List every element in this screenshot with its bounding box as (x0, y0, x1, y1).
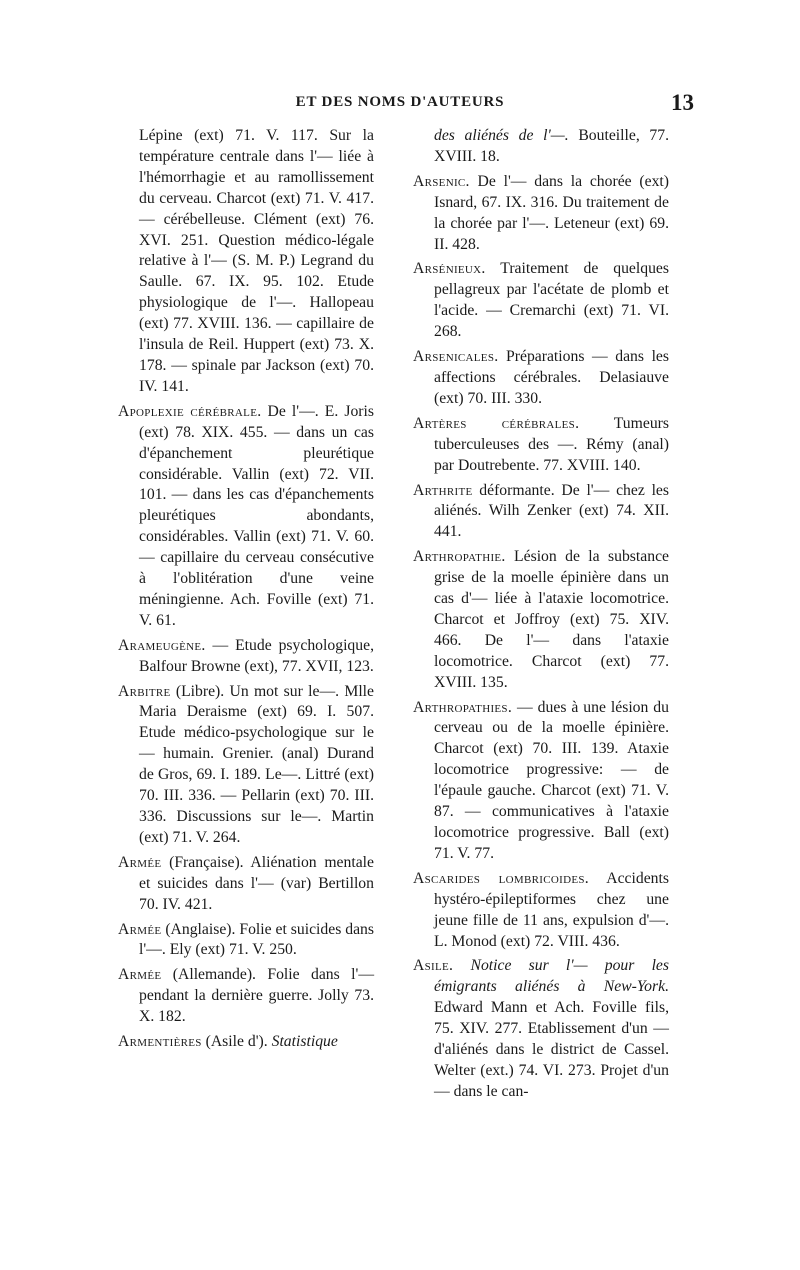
index-entry (413, 481, 669, 544)
entry-headword: Armée (118, 920, 162, 938)
entry-text: Traitement de quelques pellagreux par l'acétate de plomb et l'acide. — Cremarchi (ext) 71. VI. 268. (434, 260, 669, 341)
left-column (118, 126, 374, 1057)
index-entry (413, 414, 669, 477)
index-entry (413, 172, 669, 256)
entry-text: Edward Mann et Ach. Foville fils, 75. XIV. 277. Etablissement d'un — d'aliénés dans le district de Cassel. Welter (ext.) 74. VI. 273. Projet d'un — dans le can- (434, 999, 669, 1100)
running-title: ET DES NOMS D'AUTEURS (295, 94, 505, 110)
index-entry (413, 547, 669, 693)
index-entry (118, 1032, 374, 1053)
index-entry (118, 920, 374, 962)
entry-headword: Arsénieux. (413, 260, 486, 278)
entry-italic-text: Statistique (271, 1033, 338, 1051)
entry-text: Tumeurs tuberculeuses des —. Rémy (anal) par Doutrebente. 77. XVIII. 140. (434, 414, 669, 474)
entry-headword: Armentières (118, 1033, 202, 1051)
entry-headword: Asile. (413, 957, 454, 975)
index-entry (413, 347, 669, 410)
entry-headword: Arthropathies. (413, 698, 513, 716)
entry-headword: Armée (118, 853, 162, 871)
entry-italic-text: Notice sur l'— pour les émigrants aliénés à New-York. (434, 957, 670, 996)
entry-text: Bouteille, 77. XVIII. 18. (434, 127, 669, 165)
entry-headword: Armée (118, 966, 162, 984)
index-entry (118, 402, 374, 632)
entry-italic-text: des aliénés de l'—. (434, 127, 569, 144)
entry-text: Préparations — dans les affections cérébrales. Delasiauve (ext) 70. III. 330. (434, 348, 669, 407)
entry-text: Lésion de la substance grise de la moelle épinière dans un cas d'— liée à l'ataxie locomotrice. Charcot et Joffroy (ext) 75. XIV. 466. De l'— dans l'ataxie locomotrice. Charcot (ext) 77. XVIII. 135. (434, 548, 669, 691)
entry-headword: Arameugène. (118, 636, 206, 654)
index-entry (118, 682, 374, 849)
page-number: 13 (671, 90, 694, 115)
entry-text: déformante. De l'— chez les aliénés. Wilh Zenker (ext) 74. XII. 441. (434, 481, 669, 541)
index-entry (413, 259, 669, 343)
entry-headword: Arthropathie. (413, 548, 506, 566)
entry-headword: Artères cérébrales. (413, 414, 580, 432)
entry-headword: Arthrite (413, 481, 473, 499)
entry-headword: Arsenic. (413, 172, 470, 190)
index-entry (413, 869, 669, 953)
entry-text: — Etude psychologique, Balfour Browne (ext), 77. XVII, 123. (139, 636, 375, 675)
index-entry (413, 126, 669, 168)
entry-headword: Apoplexie cérébrale. (118, 402, 262, 420)
entry-text: Lépine (ext) 71. V. 117. Sur la température centrale dans l'— liée à l'hémorrhagie et au ramollissement du cerveau. Charcot (ext) 71. V. 417. — cérébelleuse. Clément (ext) 76. XVI. 251. Question médico-légale relative à l'— (S. M. P.) Legrand du Saulle. 67. IX. 95. 102. Etude physiologique de l'—. Hallopeau (ext) 77. XVIII. 136. — capillaire de l'insula de Reil. Huppert (ext) 73. X. 178. — spinale par Jackson (ext) 70. IV. 141. (139, 127, 374, 395)
index-entry (118, 636, 374, 678)
index-entry (118, 853, 374, 916)
index-entry (118, 965, 374, 1028)
entry-text: (Française). Aliénation mentale et suicides dans l'— (var) Bertillon 70. IV. 421. (139, 853, 375, 913)
entry-text: De l'— dans la chorée (ext) Isnard, 67. IX. 316. Du traitement de la chorée par l'—. Leteneur (ext) 69. II. 428. (434, 172, 670, 253)
index-entry (118, 126, 374, 398)
entry-text: Accidents hystéro-épileptiformes chez une jeune fille de 11 ans, expulsion d'—. L. Monod (ext) 72. VIII. 436. (434, 869, 669, 950)
entry-text: De l'—. E. Joris (ext) 78. XIX. 455. — dans un cas d'épanchement pleurétique considérable. Vallin (ext) 72. VII. 101. — dans les cas d'épanchements pleurétiques abondants, considérables. Vallin (ext) 71. V. 60. — capillaire du cerveau consécutive à l'oblitération d'une veine méningienne. Ach. Foville (ext) 71. V. 61. (139, 402, 374, 629)
right-column (413, 126, 669, 1107)
entry-headword: Arbitre (118, 682, 171, 700)
entry-text: (Asile d'). (205, 1033, 268, 1051)
entry-headword: Arsenicales. (413, 348, 499, 366)
index-entry (413, 698, 669, 865)
page-header (118, 90, 694, 118)
entry-text: (Allemande). Folie dans l'— pendant la dernière guerre. Jolly 73. X. 182. (139, 966, 375, 1026)
entry-text: (Anglaise). Folie et suicides dans l'—. Ely (ext) 71. V. 250. (139, 920, 374, 959)
entry-text: — dues à une lésion du cerveau ou de la moelle épinière. Charcot (ext) 70. III. 139. Ataxie locomotrice progressive: — de l'épaule gauche. Charcot (ext) 71. V. 87. — communicatives à l'ataxie locomotrice progressive. Ball (ext) 71. V. 77. (434, 698, 669, 862)
entry-headword: Ascarides lombricoides. (413, 869, 589, 887)
entry-text: (Libre). Un mot sur le—. Mlle Maria Deraisme (ext) 69. I. 507. Etude médico-psychologique sur le — humain. Grenier. (anal) Durand de Gros, 69. I. 189. Le—. Littré (ext) 70. III. 336. — Pellarin (ext) 70. III. 336. Discussions sur le—. Martin (ext) 71. V. 264. (139, 682, 375, 846)
index-entry (413, 956, 669, 1102)
